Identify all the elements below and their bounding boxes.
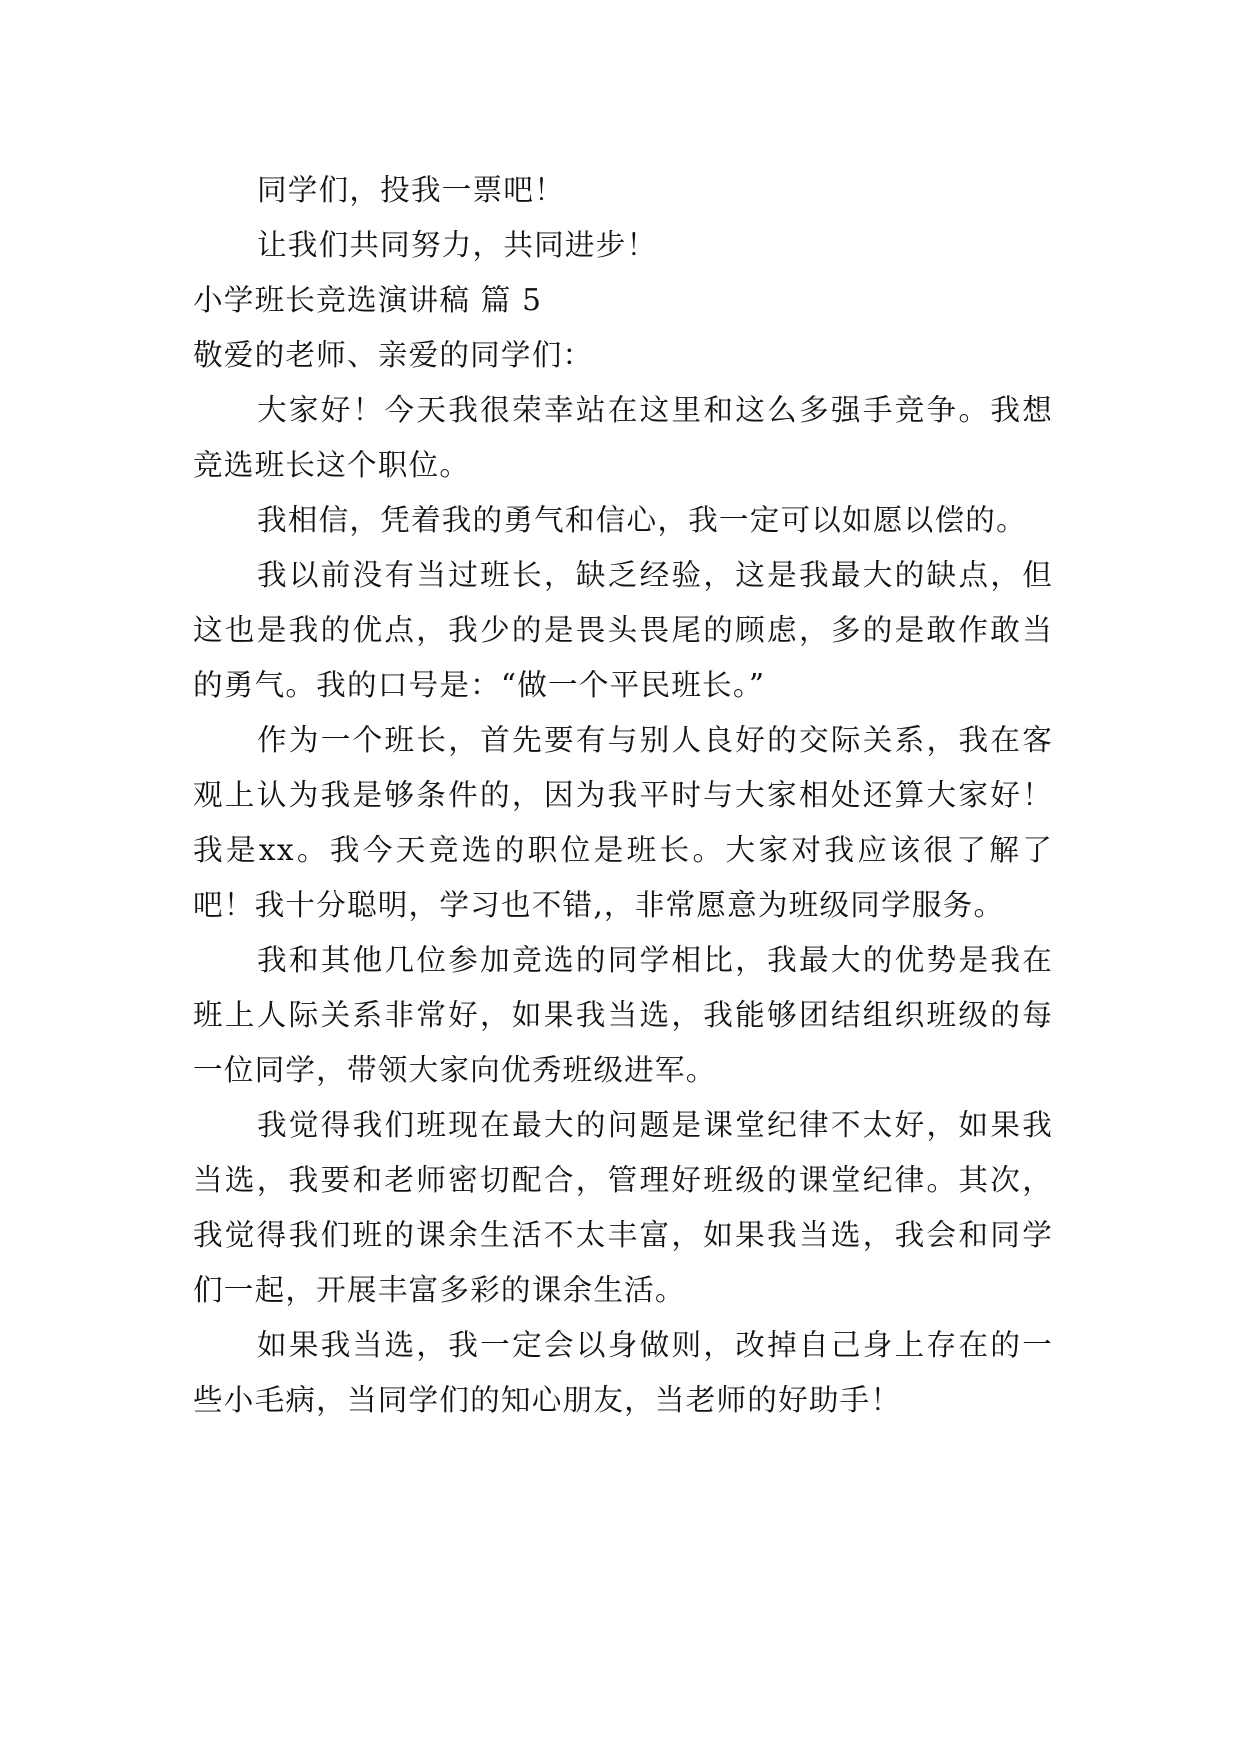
- paragraph-closing-progress: 让我们共同努力，共同进步！: [257, 228, 658, 262]
- paragraph-relations: 作为一个班长，首先要有与别人良好的交际关系，我在客观上认为我是够条件的，因为我平时与大家相处还算大家好！我是xx。我今天竞选的职位是班长。大家对我应该很了解了吧！我十分聪明，学习也不错,，非常愿意为班级同学服务。: [193, 723, 1053, 922]
- paragraph-promise: 如果我当选，我一定会以身做则，改掉自己身上存在的一些小毛病，当同学们的知心朋友，当老师的好助手！: [193, 1328, 1053, 1417]
- paragraph-greeting: 大家好！今天我很荣幸站在这里和这么多强手竞争。我想竞选班长这个职位。: [193, 393, 1053, 482]
- paragraph-confidence: 我相信，凭着我的勇气和信心，我一定可以如愿以偿的。: [257, 503, 1027, 537]
- paragraph-experience: 我以前没有当过班长，缺乏经验，这是我最大的缺点，但这也是我的优点，我少的是畏头畏尾的顾虑，多的是敢作敢当的勇气。我的口号是：“做一个平民班长。”: [193, 558, 1053, 702]
- salutation: 敬爱的老师、亲爱的同学们：: [193, 338, 594, 372]
- section-heading: 小学班长竞选演讲稿 篇 5: [193, 283, 543, 317]
- paragraph-advantage: 我和其他几位参加竞选的同学相比，我最大的优势是我在班上人际关系非常好，如果我当选，我能够团结组织班级的每一位同学，带领大家向优秀班级进军。: [193, 943, 1053, 1087]
- document-body: [193, 163, 1053, 1428]
- paragraph-closing-vote: 同学们，投我一票吧！: [257, 173, 565, 207]
- paragraph-discipline: 我觉得我们班现在最大的问题是课堂纪律不太好，如果我当选，我要和老师密切配合，管理好班级的课堂纪律。其次，我觉得我们班的课余生活不太丰富，如果我当选，我会和同学们一起，开展丰富多彩的课余生活。: [193, 1108, 1053, 1307]
